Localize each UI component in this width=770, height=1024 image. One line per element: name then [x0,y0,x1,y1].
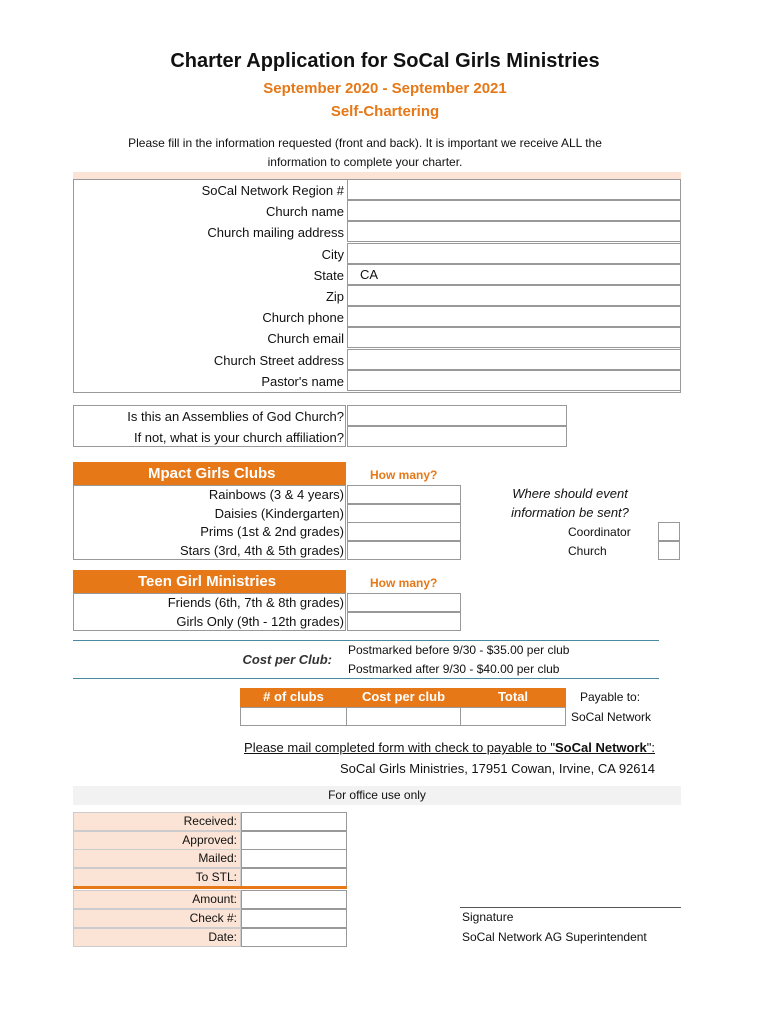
signature-title: SoCal Network AG Superintendent [462,930,647,944]
teen-header: Teen Girl Ministries [73,570,346,593]
cost-line-before: Postmarked before 9/30 - $35.00 per club [348,643,570,657]
field-label: Church mailing address [207,225,344,241]
col-cost-per-club: Cost per club [347,688,460,707]
field-label: Church Street address [213,352,344,368]
cost-per-club-label: Cost per Club: [242,652,332,667]
event-question-line-2: information be sent? [511,505,629,520]
intro-line-2: information to complete your charter. [267,155,463,169]
affiliation-input[interactable] [347,405,567,426]
church-checkbox[interactable] [658,541,680,560]
field-label: Church email [267,331,344,347]
field-input[interactable] [347,370,681,391]
teen-club-label: Girls Only (9th - 12th grades) [176,614,344,629]
field-input[interactable] [347,179,681,200]
club-count-input[interactable] [347,485,461,504]
teen-count-input[interactable] [347,612,461,631]
field-input[interactable] [347,243,681,264]
club-count-input[interactable] [347,504,461,523]
field-label: Church phone [262,310,344,326]
teen-how-many: How many? [370,576,438,590]
field-label: Church name [265,204,344,220]
date-range: September 2020 - September 2021 [263,80,507,97]
club-count-input[interactable] [347,541,461,560]
num-clubs-input[interactable] [240,707,347,726]
field-input[interactable]: CA [347,264,681,285]
event-question-line-1: Where should event [512,486,628,501]
payable-to-label: Payable to: [580,690,641,704]
field-input[interactable] [347,306,681,327]
mpact-header: Mpact Girls Clubs [73,462,346,485]
affiliation-input[interactable] [347,426,567,447]
cost-line-after: Postmarked after 9/30 - $40.00 per club [348,662,560,676]
total-input[interactable] [460,707,566,726]
office-input[interactable] [241,812,347,831]
teen-count-input[interactable] [347,593,461,612]
club-label: Rainbows (3 & 4 years) [208,487,344,502]
coordinator-checkbox[interactable] [658,522,680,541]
affiliation-label: If not, what is your church affiliation? [133,430,344,445]
office-label: Received: [183,814,237,828]
office-label: Approved: [182,832,237,847]
mpact-how-many: How many? [370,468,438,482]
field-label: Zip [325,289,344,304]
option-coordinator-label: Coordinator [568,525,631,539]
office-input[interactable] [241,890,347,909]
intro-line-1: Please fill in the information requested (front and back). It is important we receive ALL the [128,136,602,150]
office-label: Amount: [192,892,237,906]
signature-label: Signature [462,910,514,924]
field-label: State [313,267,344,283]
option-church-label: Church [568,544,607,558]
office-input[interactable] [241,868,347,887]
club-label: Daisies (Kindergarten) [214,505,344,521]
charter-type: Self-Chartering [330,103,440,120]
office-input[interactable] [241,849,347,868]
page-title: Charter Application for SoCal Girls Ministries [170,50,600,72]
payable-to-name: SoCal Network [571,710,652,724]
col-num-clubs: # of clubs [240,688,347,707]
office-label: To STL: [195,869,237,884]
mail-address: SoCal Girls Ministries, 17951 Cowan, Irvine, CA 92614 [339,761,655,776]
signature-line [460,907,681,908]
cost-divider-bottom [73,678,659,679]
office-label: Mailed: [198,851,237,865]
office-label: Check #: [189,910,237,925]
club-label: Prims (1st & 2nd grades) [200,524,344,539]
teen-club-label: Friends (6th, 7th & 8th grades) [167,595,344,610]
field-label: City [321,246,344,262]
office-use-header: For office use only [73,786,681,805]
office-input[interactable] [241,909,347,928]
field-input[interactable] [347,327,681,348]
office-label: Date: [208,929,237,944]
club-count-input[interactable] [347,522,461,541]
church-section-band [73,172,681,179]
affiliation-label: Is this an Assemblies of God Church? [127,409,344,424]
mail-instruction: Please mail completed form with check to payable to "SoCal Network": [244,740,655,755]
field-input[interactable] [347,200,681,221]
field-label: Pastor's name [261,373,344,389]
office-input[interactable] [241,928,347,947]
office-divider [73,886,347,889]
cost-per-club-input[interactable] [346,707,461,726]
office-input[interactable] [241,831,347,850]
field-input[interactable] [347,349,681,370]
field-label: SoCal Network Region # [201,183,344,198]
col-total: Total [460,688,566,707]
cost-divider-top [73,640,659,641]
club-label: Stars (3rd, 4th & 5th grades) [179,542,344,558]
field-input[interactable] [347,221,681,242]
field-input[interactable] [347,285,681,306]
